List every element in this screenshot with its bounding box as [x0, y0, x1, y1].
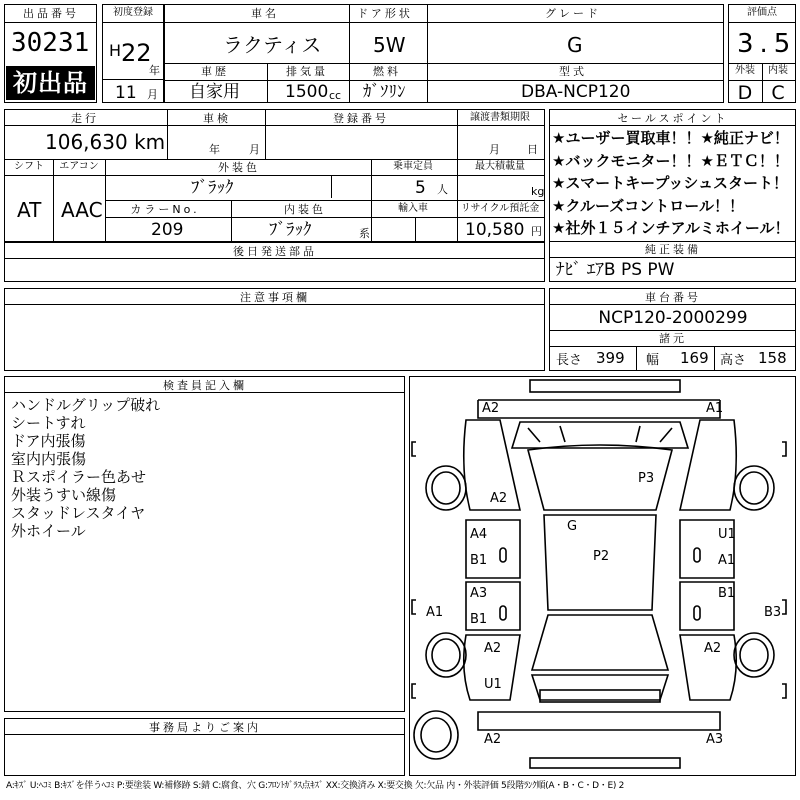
parts-box [4, 242, 545, 282]
parts-label: 後日発送部品 [233, 245, 317, 258]
damage-windshield: G [567, 519, 578, 534]
color-no: 209 [151, 220, 184, 240]
damage-front-left: A2 [482, 401, 500, 416]
displacement-unit: cc [329, 89, 342, 102]
inspector-note: ハンドルグリップ破れ [11, 396, 161, 414]
damage-side-left: A1 [426, 605, 444, 620]
inspector-box [4, 376, 405, 712]
notes-box [4, 288, 545, 371]
damage-hood-left: A2 [490, 491, 508, 506]
mileage-label: 走行 [71, 112, 99, 125]
import-label: 輸入車 [398, 203, 428, 214]
score-label: 評価点 [747, 7, 777, 18]
sales-point: ★社外１５インチアルミホイール！ [552, 219, 790, 237]
chassis-label: 車台番号 [645, 291, 701, 304]
car-name: ラクティス [223, 33, 322, 57]
doors-label: ドア形状 [357, 7, 413, 20]
grade: G [567, 33, 583, 57]
ext-color: ﾌﾞﾗｯｸ [191, 178, 234, 198]
mileage: 106,630 km [45, 130, 166, 154]
damage-door-rr: B1 [718, 586, 736, 601]
inspector-note: シートすれ [11, 414, 86, 432]
damage-bumper-right: A3 [706, 732, 724, 747]
damage-tail-left: U1 [484, 677, 502, 692]
sales-point: ★ユーザー買取車！！★純正ナビ！ [552, 129, 789, 147]
year-unit: 年 [149, 64, 160, 77]
ext-color-label: 外装色 [218, 161, 260, 174]
model: DBA-NCP120 [521, 82, 631, 102]
era: H [109, 41, 122, 60]
damage-side-right: B3 [764, 605, 782, 620]
office-box [4, 718, 405, 776]
damage-door-fr-top: U1 [718, 527, 736, 542]
inspector-note: ドア内張傷 [11, 432, 86, 450]
car-info-box [164, 4, 724, 103]
fuel-label: 燃料 [373, 65, 401, 78]
damage-front-right: A1 [706, 401, 724, 416]
damage-door-rl-top: A3 [470, 586, 488, 601]
damage-rear-left: A2 [484, 641, 502, 656]
lot-number-label: 出品番号 [23, 7, 79, 20]
reg-no-label: 登録番号 [333, 112, 389, 125]
width-label: 幅 [646, 353, 660, 368]
year: 22 [121, 39, 152, 67]
exterior-grade: D [737, 82, 753, 104]
office-label: 事務局よりご案内 [149, 721, 261, 734]
int-color: ﾌﾞﾗｯｸ [269, 220, 312, 240]
capacity-unit: 人 [437, 183, 448, 196]
height-label: 高さ [720, 353, 747, 368]
model-label: 型式 [559, 65, 587, 78]
notes-label: 注意事項欄 [240, 291, 310, 304]
equipment-label: 純正装備 [645, 243, 701, 256]
capacity-label: 乗車定員 [393, 161, 433, 172]
interior-label: 内装 [768, 65, 788, 76]
int-color-unit: 系 [359, 227, 370, 240]
ac-label: エアコン [59, 161, 99, 172]
damage-door-rl-bottom: B1 [470, 612, 488, 627]
doors: 5W [373, 33, 406, 57]
sales-points-box [549, 109, 796, 282]
score-box [728, 4, 796, 103]
color-no-label: カラーNo. [130, 203, 200, 216]
chassis-box [549, 288, 796, 371]
load-unit: kg [531, 185, 545, 198]
shift: AT [17, 198, 42, 222]
inspector-note: Ｒスポイラー色あせ [11, 468, 147, 486]
height: 158 [758, 349, 787, 367]
month: 11 [115, 83, 137, 103]
first-listing-text: 初出品 [13, 69, 88, 97]
exterior-label: 外装 [735, 65, 755, 76]
displacement: 1500 [285, 82, 329, 102]
shift-label: シフト [14, 161, 44, 172]
interior-grade: C [771, 82, 785, 104]
car-diagram [409, 376, 796, 776]
details-box [4, 109, 545, 242]
inspection-year-unit: 年 [209, 143, 220, 156]
damage-rear-right: A2 [704, 641, 722, 656]
ac: AAC [61, 198, 103, 222]
recycle-label: リサイクル預託金 [460, 203, 540, 214]
sales-points-label: セールスポイント [617, 112, 729, 125]
legend: A:ｷｽﾞ U:ﾍｺﾐ B:ｷｽﾞを伴うﾍｺﾐ P:要塗装 W:補修跡 S:錆 C:腐食、穴 G:ﾌﾛﾝﾄｶﾞﾗｽ点ｷｽﾞ XX:交換済み X:要交換 欠:欠品 内・外装評価 5段階ﾗﾝｸ順(A・B・C・D・E) 2 [6, 781, 625, 791]
sales-points-list [552, 127, 790, 240]
damage-door-fl-bottom: B1 [470, 553, 488, 568]
inspector-note: 外装うすい線傷 [11, 486, 117, 504]
inspector-note: 室内内張傷 [11, 450, 87, 468]
first-reg-label: 初度登録 [113, 7, 153, 18]
damage-door-fr-bottom: A1 [718, 553, 736, 568]
inspection-label: 車検 [203, 112, 231, 125]
width: 169 [680, 349, 709, 367]
damage-bumper-left: A2 [484, 732, 502, 747]
score: 3.5 [737, 29, 797, 59]
sales-point: ★クルーズコントロール！！ [552, 196, 744, 215]
inspector-note: 外ホイール [11, 522, 86, 540]
inspector-notes [11, 396, 160, 540]
damage-diagram-box [409, 376, 796, 776]
sales-point: ★バックモニター！！★ＥＴＣ！！ [552, 151, 789, 170]
month-unit: 月 [147, 88, 158, 101]
first-registration-box [102, 4, 164, 103]
recycle: 10,580 [465, 220, 525, 240]
displacement-label: 排気量 [286, 65, 328, 78]
lot-number: 30231 [11, 28, 90, 58]
transfer-month-unit: 月 [489, 143, 500, 156]
inspector-note: スタッドレスタイヤ [11, 504, 146, 522]
equipment-value: ﾅﾋﾞ ｴｱB PS PW [556, 260, 675, 280]
dims-label: 諸元 [659, 332, 687, 345]
int-color-label: 内装色 [284, 203, 326, 216]
inspector-label: 検査員記入欄 [163, 379, 247, 392]
car-name-label: 車名 [251, 7, 279, 20]
damage-roof-center: P2 [593, 549, 610, 564]
grade-label: グレード [545, 7, 601, 20]
transfer-day-unit: 日 [527, 143, 538, 156]
length: 399 [596, 349, 625, 367]
length-label: 長さ [556, 353, 583, 368]
transfer-label: 譲渡書類期限 [470, 112, 530, 123]
sales-point: ★スマートキープッシュスタート！ [552, 174, 789, 192]
first-listing-badge [6, 66, 95, 100]
fuel: ｶﾞｿﾘﾝ [363, 82, 406, 102]
inspection-month-unit: 月 [249, 143, 260, 156]
capacity: 5 [415, 178, 426, 198]
chassis-number: NCP120-2000299 [598, 308, 748, 328]
load-label: 最大積載量 [475, 161, 525, 172]
damage-roof-right: P3 [638, 471, 655, 486]
history-label: 車歴 [201, 65, 229, 78]
damage-door-fl-top: A4 [470, 527, 488, 542]
recycle-unit: 円 [531, 225, 542, 238]
history: 自家用 [189, 82, 240, 102]
